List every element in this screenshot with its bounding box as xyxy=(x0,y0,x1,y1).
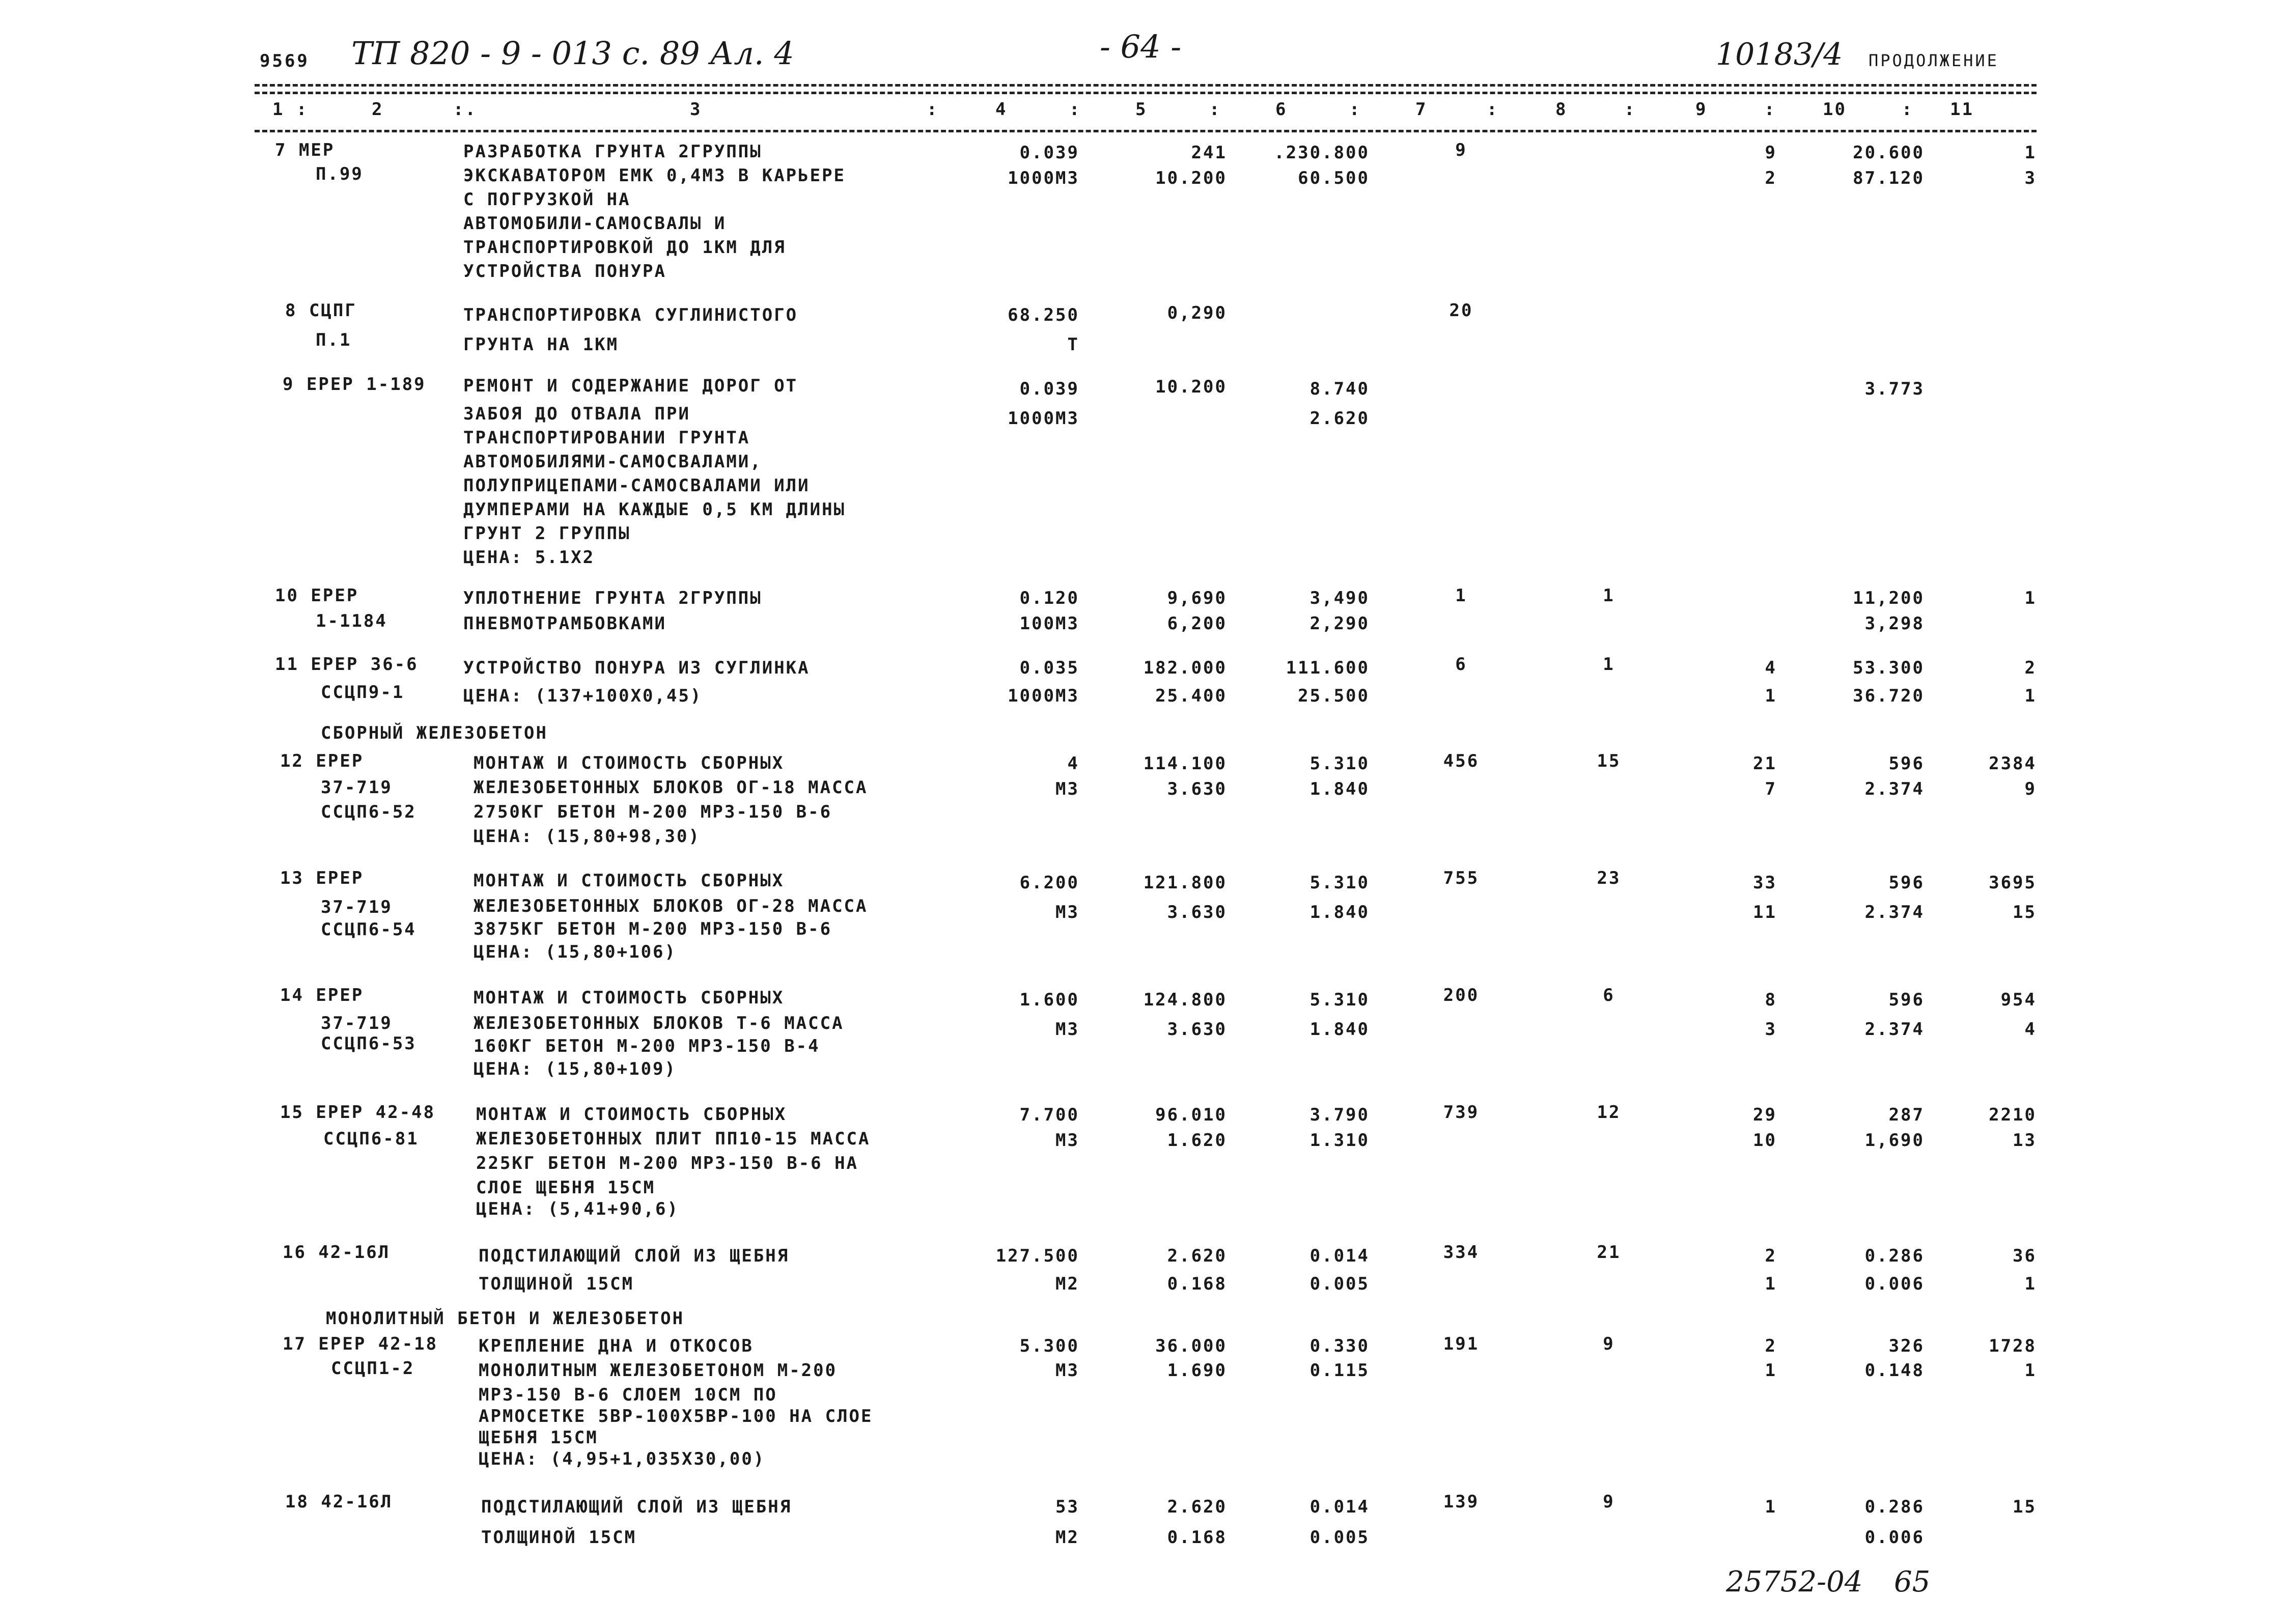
row-description: РЕМОНТ И СОДЕРЖАНИЕ ДОРОГ ОТ ЗАБОЯ ДО ОТВАЛА ПРИ ТРАНСПОРТИРОВАНИИ ГРУНТА АВТОМОБИЛЯМИ-САМОСВАЛАМИ, ПОЛУПРИЦЕПАМИ-САМОСВАЛАМИ ИЛИ ДУМПЕРАМИ НА КАЖДЫЕ 0,5 КМ ДЛИНЫ ГРУНТ 2 ГРУППЫ ЦЕНА: 5.1Х2 xyxy=(463,376,846,568)
row-number: 9 ЕРЕР 1-189 xyxy=(283,374,426,395)
row-col7: 755 xyxy=(1443,868,1480,888)
row-description: МОНТАЖ И СТОИМОСТЬ СБОРНЫХ ЖЕЛЕЗОБЕТОННЫХ БЛОКОВ ОГ-28 МАССА 3875КГ БЕТОН М-200 МРЗ-150 В-6 ЦЕНА: (15,80+106) xyxy=(473,871,868,962)
col-num: 7 xyxy=(1415,99,1428,120)
row-total-cost: 8.740 2.620 xyxy=(1309,379,1370,429)
row-qty: 5.300 М3 xyxy=(1019,1336,1079,1381)
row-qty: 1.600 М3 xyxy=(1019,990,1079,1040)
row-unit-cost: 96.010 1.620 xyxy=(1155,1105,1227,1151)
row-col7: 9 xyxy=(1455,140,1467,160)
row-code: ССЦП9-1 xyxy=(321,682,405,703)
row-col10: 20.600 87.120 xyxy=(1853,143,1925,188)
row-unit-cost: 241 10.200 xyxy=(1155,143,1227,188)
row-unit-cost: 10.200 xyxy=(1155,377,1227,397)
row-col8: 15 xyxy=(1597,751,1621,771)
row-col11: 1 xyxy=(2024,588,2037,608)
row-number: 14 ЕРЕР xyxy=(280,985,364,1005)
row-qty: 7.700 М3 xyxy=(1019,1105,1079,1151)
row-col8: 9 xyxy=(1603,1492,1615,1512)
row-col11: 954 4 xyxy=(2000,990,2037,1040)
row-col9: 8 3 xyxy=(1765,990,1777,1040)
row-unit-cost: 2.620 0.168 xyxy=(1167,1497,1227,1548)
row-unit-cost: 0,290 xyxy=(1167,303,1227,323)
row-code: 1-1184 xyxy=(316,611,387,631)
row-description: УПЛОТНЕНИЕ ГРУНТА 2ГРУППЫ ПНЕВМОТРАМБОВКАМИ xyxy=(463,588,762,634)
row-col8: 6 xyxy=(1603,985,1615,1005)
row-code: ССЦП6-81 xyxy=(323,1129,419,1149)
row-col9: 21 7 xyxy=(1753,753,1777,799)
col-num: 10 xyxy=(1823,99,1847,120)
row-unit-cost: 36.000 1.690 xyxy=(1155,1336,1227,1381)
row-total-cost: 0.330 0.115 xyxy=(1309,1336,1370,1381)
row-col8: 9 xyxy=(1603,1334,1615,1354)
row-col10: 11,200 3,298 xyxy=(1853,588,1925,634)
row-col9: 1 xyxy=(1765,1497,1777,1517)
row-col7: 6 xyxy=(1455,654,1467,675)
document-number: 10183/4 xyxy=(1716,37,1843,72)
row-unit-cost: 2.620 0.168 xyxy=(1167,1246,1227,1294)
row-total-cost: 5.310 1.840 xyxy=(1309,990,1370,1040)
row-number: 10 ЕРЕР xyxy=(275,585,359,606)
row-unit-cost: 182.000 25.400 xyxy=(1143,658,1227,706)
row-qty: 4 М3 xyxy=(1055,753,1079,799)
row-col10: 53.300 36.720 xyxy=(1853,658,1925,706)
row-col8: 1 xyxy=(1603,585,1615,606)
row-description: РАЗРАБОТКА ГРУНТА 2ГРУППЫ ЭКСКАВАТОРОМ ЕМК 0,4М3 В КАРЬЕРЕ С ПОГРУЗКОЙ НА АВТОМОБИЛИ-САМОСВАЛЫ И ТРАНСПОРТИРОВКОЙ ДО 1КМ ДЛЯ УСТРОЙСТВА ПОНУРА xyxy=(463,142,846,282)
col-num: : xyxy=(1209,99,1221,120)
row-col7: 334 xyxy=(1443,1242,1480,1263)
row-col7: 456 xyxy=(1443,751,1480,771)
row-code: 37-719 ССЦП6-54 xyxy=(321,897,416,940)
row-col10: 596 2.374 xyxy=(1864,990,1925,1040)
row-description: УСТРОЙСТВО ПОНУРА ИЗ СУГЛИНКА ЦЕНА: (137+100Х0,45) xyxy=(463,658,810,706)
row-col9: 4 1 xyxy=(1765,658,1777,706)
row-qty: 6.200 М3 xyxy=(1019,873,1079,922)
col-num: : xyxy=(1764,99,1776,120)
col-num: 5 xyxy=(1135,99,1148,120)
header-rule-top-2 xyxy=(255,92,2037,94)
row-total-cost: 5.310 1.840 xyxy=(1309,753,1370,799)
row-total-cost: 111.600 25.500 xyxy=(1286,658,1370,706)
row-total-cost: .230.800 60.500 xyxy=(1274,143,1370,188)
col-num: : xyxy=(1487,99,1499,120)
row-description: ПОДСТИЛАЮЩИЙ СЛОЙ ИЗ ЩЕБНЯ ТОЛЩИНОЙ 15СМ xyxy=(481,1497,792,1548)
row-description: КРЕПЛЕНИЕ ДНА И ОТКОСОВ МОНОЛИТНЫМ ЖЕЛЕЗОБЕТОНОМ М-200 МРЗ-150 В-6 СЛОЕМ 10СМ ПО АРМОСЕТКЕ 5ВР-100Х5ВР-100 НА СЛОЕ ЩЕБНЯ 15СМ ЦЕНА: (4,95+1,035Х30,00) xyxy=(479,1336,873,1469)
col-num: :. xyxy=(453,99,477,120)
row-qty: 127.500 М2 xyxy=(995,1246,1079,1294)
row-col7: 1 xyxy=(1455,585,1467,606)
footer-stamp-number: 25752-04 xyxy=(1726,1565,1863,1599)
row-description: ПОДСТИЛАЮЩИЙ СЛОЙ ИЗ ЩЕБНЯ ТОЛЩИНОЙ 15СМ xyxy=(479,1246,790,1294)
row-col11: 1728 1 xyxy=(1989,1336,2037,1381)
row-col11: 3695 15 xyxy=(1989,873,2037,922)
col-num: 2 xyxy=(372,99,384,120)
row-col9: 29 10 xyxy=(1753,1105,1777,1151)
row-code: П.1 xyxy=(316,330,352,350)
col-num: : xyxy=(1349,99,1361,120)
col-num: : xyxy=(927,99,939,120)
row-unit-cost: 124.800 3.630 xyxy=(1143,990,1227,1040)
header-rule-bottom xyxy=(255,130,2037,132)
row-description: МОНТАЖ И СТОИМОСТЬ СБОРНЫХ ЖЕЛЕЗОБЕТОННЫХ БЛОКОВ ОГ-18 МАССА 2750КГ БЕТОН М-200 МРЗ-150 В-6 ЦЕНА: (15,80+98,30) xyxy=(473,753,868,847)
row-number: 7 МЕР xyxy=(275,140,335,160)
col-num: : xyxy=(1069,99,1081,120)
col-num: 9 xyxy=(1695,99,1708,120)
row-col10: 0.286 0.006 xyxy=(1864,1497,1925,1548)
row-col11: 2384 9 xyxy=(1989,753,2037,799)
row-col9: 2 1 xyxy=(1765,1246,1777,1294)
col-num: 3 xyxy=(690,99,702,120)
row-qty: 0.035 1000М3 xyxy=(1008,658,1079,706)
row-col11: 2210 13 xyxy=(1989,1105,2037,1151)
row-description: ТРАНСПОРТИРОВКА СУГЛИНИСТОГО ГРУНТА НА 1КМ xyxy=(463,305,798,355)
row-unit-cost: 114.100 3.630 xyxy=(1143,753,1227,799)
row-col8: 12 xyxy=(1597,1102,1621,1123)
row-number: 16 42-16Л xyxy=(283,1242,391,1263)
row-total-cost: 3,490 2,290 xyxy=(1309,588,1370,634)
row-description: МОНТАЖ И СТОИМОСТЬ СБОРНЫХ ЖЕЛЕЗОБЕТОННЫХ ПЛИТ ПП10-15 МАССА 225КГ БЕТОН М-200 МРЗ-150 В-6 НА СЛОЕ ЩЕБНЯ 15СМ ЦЕНА: (5,41+90,6) xyxy=(476,1104,871,1219)
row-code: ССЦП1-2 xyxy=(331,1358,415,1379)
row-col7: 139 xyxy=(1443,1492,1480,1512)
col-num: 6 xyxy=(1275,99,1288,120)
row-col10: 326 0.148 xyxy=(1864,1336,1925,1381)
row-description: МОНТАЖ И СТОИМОСТЬ СБОРНЫХ ЖЕЛЕЗОБЕТОННЫХ БЛОКОВ Т-6 МАССА 160КГ БЕТОН М-200 МРЗ-150 В-4 ЦЕНА: (15,80+109) xyxy=(473,988,844,1079)
row-col11: 36 1 xyxy=(2013,1246,2037,1294)
row-col7: 200 xyxy=(1443,985,1480,1005)
row-total-cost: 0.014 0.005 xyxy=(1309,1497,1370,1548)
footer-page-number: 65 xyxy=(1894,1565,1931,1599)
row-number: 13 ЕРЕР xyxy=(280,868,364,888)
column-number-row xyxy=(0,99,2285,120)
section-heading: СБОРНЫЙ ЖЕЛЕЗОБЕТОН xyxy=(321,723,548,743)
row-col7: 739 xyxy=(1443,1102,1480,1123)
row-number: 12 ЕРЕР xyxy=(280,751,364,771)
row-total-cost: 0.014 0.005 xyxy=(1309,1246,1370,1294)
col-num: 1 : xyxy=(272,99,309,120)
row-col7: 20 xyxy=(1449,300,1473,321)
row-col11: 15 xyxy=(2013,1497,2037,1517)
row-col10: 596 2.374 xyxy=(1864,753,1925,799)
row-col7: 191 xyxy=(1443,1334,1480,1354)
row-number: 15 ЕРЕР 42-48 xyxy=(280,1102,436,1123)
row-unit-cost: 9,690 6,200 xyxy=(1167,588,1227,634)
row-qty: 0.120 100М3 xyxy=(1019,588,1079,634)
page-number: - 64 - xyxy=(1100,28,1182,65)
row-col10: 596 2.374 xyxy=(1864,873,1925,922)
project-code: ТП 820 - 9 - 013 с. 89 Ал. 4 xyxy=(351,35,794,72)
row-col8: 21 xyxy=(1597,1242,1621,1263)
row-code: 37-719 ССЦП6-53 xyxy=(321,1013,416,1054)
row-col11: 2 1 xyxy=(2024,658,2037,706)
row-qty: 0.039 1000М3 xyxy=(1008,143,1079,188)
row-col8: 1 xyxy=(1603,654,1615,675)
row-total-cost: 5.310 1.840 xyxy=(1309,873,1370,922)
sheet-number: 9569 xyxy=(260,51,310,71)
row-qty: 0.039 1000М3 xyxy=(1008,379,1079,429)
row-col10: 0.286 0.006 xyxy=(1864,1246,1925,1294)
row-col8: 23 xyxy=(1597,868,1621,888)
row-qty: 53 М2 xyxy=(1055,1497,1079,1548)
row-col10: 287 1,690 xyxy=(1864,1105,1925,1151)
row-code: 37-719 ССЦП6-52 xyxy=(321,777,416,822)
row-total-cost: 3.790 1.310 xyxy=(1309,1105,1370,1151)
row-unit-cost: 121.800 3.630 xyxy=(1143,873,1227,922)
row-number: 18 42-16Л xyxy=(285,1492,393,1512)
header-rule-top xyxy=(255,84,2037,87)
row-col10: 3.773 xyxy=(1864,379,1925,399)
row-col9: 33 11 xyxy=(1753,873,1777,922)
row-col9: 2 1 xyxy=(1765,1336,1777,1381)
row-number: 17 ЕРЕР 42-18 xyxy=(283,1334,438,1354)
col-num: : xyxy=(1624,99,1636,120)
section-heading: МОНОЛИТНЫЙ БЕТОН И ЖЕЛЕЗОБЕТОН xyxy=(326,1308,685,1329)
row-code: П.99 xyxy=(316,164,364,184)
col-num: : xyxy=(1902,99,1914,120)
col-num: 11 xyxy=(1950,99,1974,120)
row-qty: 68.250 Т xyxy=(1008,305,1079,355)
col-num: 4 xyxy=(995,99,1008,120)
row-number: 11 ЕРЕР 36-6 xyxy=(275,654,419,675)
row-number: 8 СЦПГ xyxy=(285,300,357,321)
continuation-label: ПРОДОЛЖЕНИЕ xyxy=(1869,51,1999,70)
row-col9: 9 2 xyxy=(1765,143,1777,188)
row-col11: 1 3 xyxy=(2024,143,2037,188)
col-num: 8 xyxy=(1555,99,1568,120)
